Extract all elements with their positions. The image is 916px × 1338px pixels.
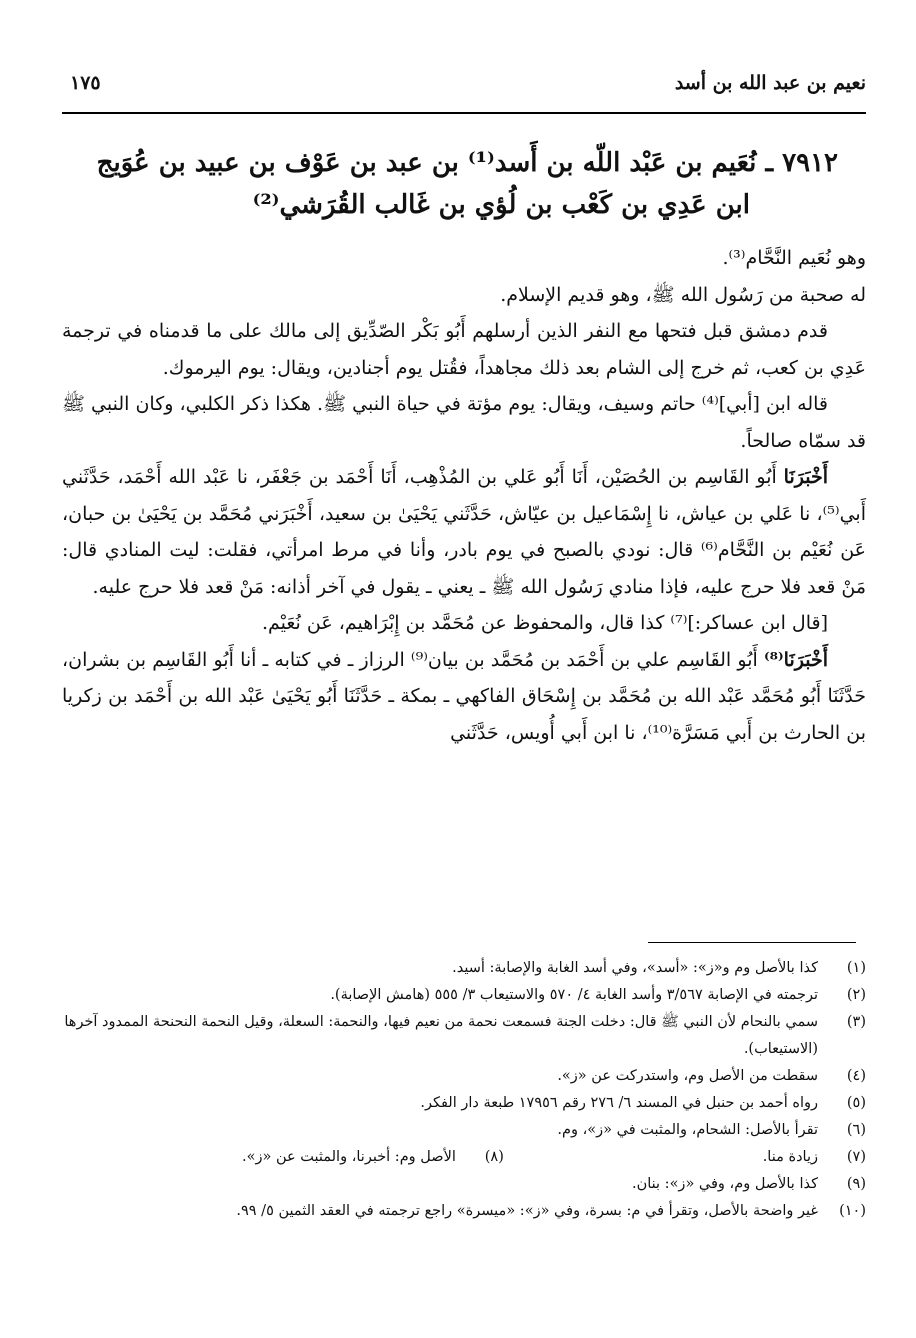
footnote-6 [62, 1117, 866, 1144]
footnote-rule [648, 942, 856, 943]
footnote-number: (٦) [846, 1122, 866, 1138]
footnote-9 [62, 1171, 866, 1198]
running-title: نعيم بن عبد الله بن أسد [674, 72, 866, 94]
page-number: ١٧٥ [70, 72, 101, 94]
footnote-5 [62, 1090, 866, 1117]
footnote-10 [62, 1198, 866, 1225]
footnote-text: غير واضحة بالأصل، وتقرأ في م: بسرة، وفي «ز»: «ميسرة» راجع ترجمته في العقد الثمين ٥/ ٩٩. [236, 1203, 818, 1219]
footnote-number: (٥) [846, 1095, 866, 1111]
paragraph-companionship: له صحبة من رَسُول الله ﷺ، وهو قديم الإسلام. [500, 283, 866, 306]
footnote-number: (١٠) [839, 1203, 866, 1219]
footnote-text: سقطت من الأصل وم، واستدركت عن «ز». [557, 1068, 818, 1084]
paragraph-biography: قدم دمشق قبل فتحها مع النفر الذين أرسلهم أَبُو بَكْر الصّدِّيق إلى مالك على ما قدمناه في ترجمة عَدِي بن كعب، ثم خرج إلى الشام بعد ذلك مجاهداً، فقُتل يوم أجنادين، ويقال: يوم اليرموك. [62, 320, 866, 379]
footnote-number: (٤) [846, 1068, 866, 1084]
footnote-4 [62, 1063, 866, 1090]
header-rule [62, 112, 866, 114]
footnote-2 [62, 982, 866, 1009]
footnote-text: تقرأ بالأصل: الشحام، والمثبت في «ز»، وم. [557, 1122, 818, 1138]
footnote-text: زيادة منا. [762, 1149, 818, 1165]
footnote-number: (٨) [484, 1149, 504, 1165]
footnote-1 [62, 955, 866, 982]
footnote-text: رواه أحمد بن حنبل في المسند ٦/ ٢٧٦ رقم ١٧٩٥٦ طبعة دار الفكر. [420, 1095, 818, 1111]
isnad-1-text: أَبُو القَاسِم بن الحُصَيْن، أَنَا أَبُو عَلي بن المُذْهِب، أَنَا أَحْمَد بن جَعْفَر، نا عَبْد الله أَحْمَد، حَدَّثَني أَبي⁽⁵⁾، نا عَلي بن عياش، نا إِسْمَاعيل بن عيّاش، حَدَّثَني يَحْيَىٰ بن سعيد، أَخْبَرَني مُحَمَّد بن يَحْيَىٰ بن حبان، عَن نُعَيْم بن النَّحَّام⁽⁶⁾ قال: نودي بالصبح في يوم بادر، وأنا في مرط امرأتي، فقلت: ليت المنادي قال: مَنْ قعد فلا حرج عليه، فإذا منادي رَسُول الله ﷺ ـ يعني ـ يقول في آخر أذانه: مَنْ قعد فلا حرج عليه. [62, 466, 866, 598]
footnotes [62, 955, 866, 1225]
footnote-text: كذا بالأصل وم، وفي «ز»: بنان. [631, 1176, 818, 1192]
footnote-number: (١) [846, 960, 866, 976]
paragraph-ibn-asakir-note: [قال ابن عساكر:]⁽⁷⁾ كذا قال، والمحفوظ عن مُحَمَّد بن إِبْرَاهيم، عَن نُعَيْم. [261, 612, 828, 634]
footnote-number: (٣) [846, 1014, 866, 1030]
footnote-number: (٧) [846, 1149, 866, 1165]
footnote-text: كذا بالأصل وم و«ز»: «أسد»، وفي أسد الغابة والإصابة: أسيد. [452, 960, 818, 976]
paragraph-isnad-1 [62, 459, 866, 605]
footnote-3 [62, 1009, 866, 1063]
footnote-7 [763, 1144, 866, 1171]
footnote-pair-7-8 [62, 1144, 866, 1171]
footnote-number: (٩) [846, 1176, 866, 1192]
running-header [70, 72, 866, 102]
footnote-text: سمي بالنحام لأن النبي ﷺ قال: دخلت الجنة فسمعت نحمة من نعيم فيها، والنحمة: السعلة، وقيل النحمة النحنحة الممدود آخرها (الاستيعاب). [64, 1014, 818, 1057]
footnote-8 [242, 1144, 504, 1171]
footnote-text: ترجمته في الإصابة ٣/٥٦٧ وأسد الغابة ٤/ ٥٧٠ والاستيعاب ٣/ ٥٥٥ (هامش الإصابة). [330, 987, 818, 1003]
entry-heading-line-1: ٧٩١٢ ـ نُعَيم بن عَبْد اللّه بن أَسد⁽¹⁾ بن عبد بن عَوْف بن عبيد بن عُوَيج [96, 148, 838, 178]
paragraph-nickname: وهو نُعَيم النَّحَّام⁽³⁾. [722, 247, 866, 269]
body-text [62, 240, 866, 751]
footnote-text: الأصل وم: أخبرنا، والمثبت عن «ز». [242, 1149, 456, 1165]
paragraph-isnad-2 [62, 642, 866, 752]
entry-heading-line-2: ابن عَدِي بن كَعْب بن لُؤي بن غَالب القُرَشي⁽²⁾ [252, 190, 750, 220]
akhbarana-lead: أَخْبَرَنَا⁽⁸⁾ [764, 648, 828, 671]
footnote-number: (٢) [846, 987, 866, 1003]
akhbarana-lead: أَخْبَرَنَا [783, 466, 828, 488]
paragraph-death-reports: قاله ابن [أبي]⁽⁴⁾ حاتم وسيف، ويقال: يوم مؤتة في حياة النبي ﷺ. هكذا ذكر الكلبي، وكان النبي ﷺ قد سمّاه صالحاً. [62, 393, 866, 452]
isnad-2-text: أَبُو القَاسِم علي بن أَحْمَد بن مُحَمَّد بن بيان⁽⁹⁾ الرزاز ـ في كتابه ـ أنا أَبُو القَاسِم بن بشران، حَدَّثَنَا أَبُو مُحَمَّد عَبْد الله بن مُحَمَّد بن إِسْحَاق الفاكهي ـ بمكة ـ حَدَّثَنَا أَبُو يَحْيَىٰ عَبْد الله بن أَحْمَد بن زكريا بن الحارث بن أَبي مَسَرَّة⁽¹⁰⁾، نا ابن أَبي أُويس، حَدَّثَني [62, 648, 866, 744]
entry-heading [70, 142, 838, 226]
